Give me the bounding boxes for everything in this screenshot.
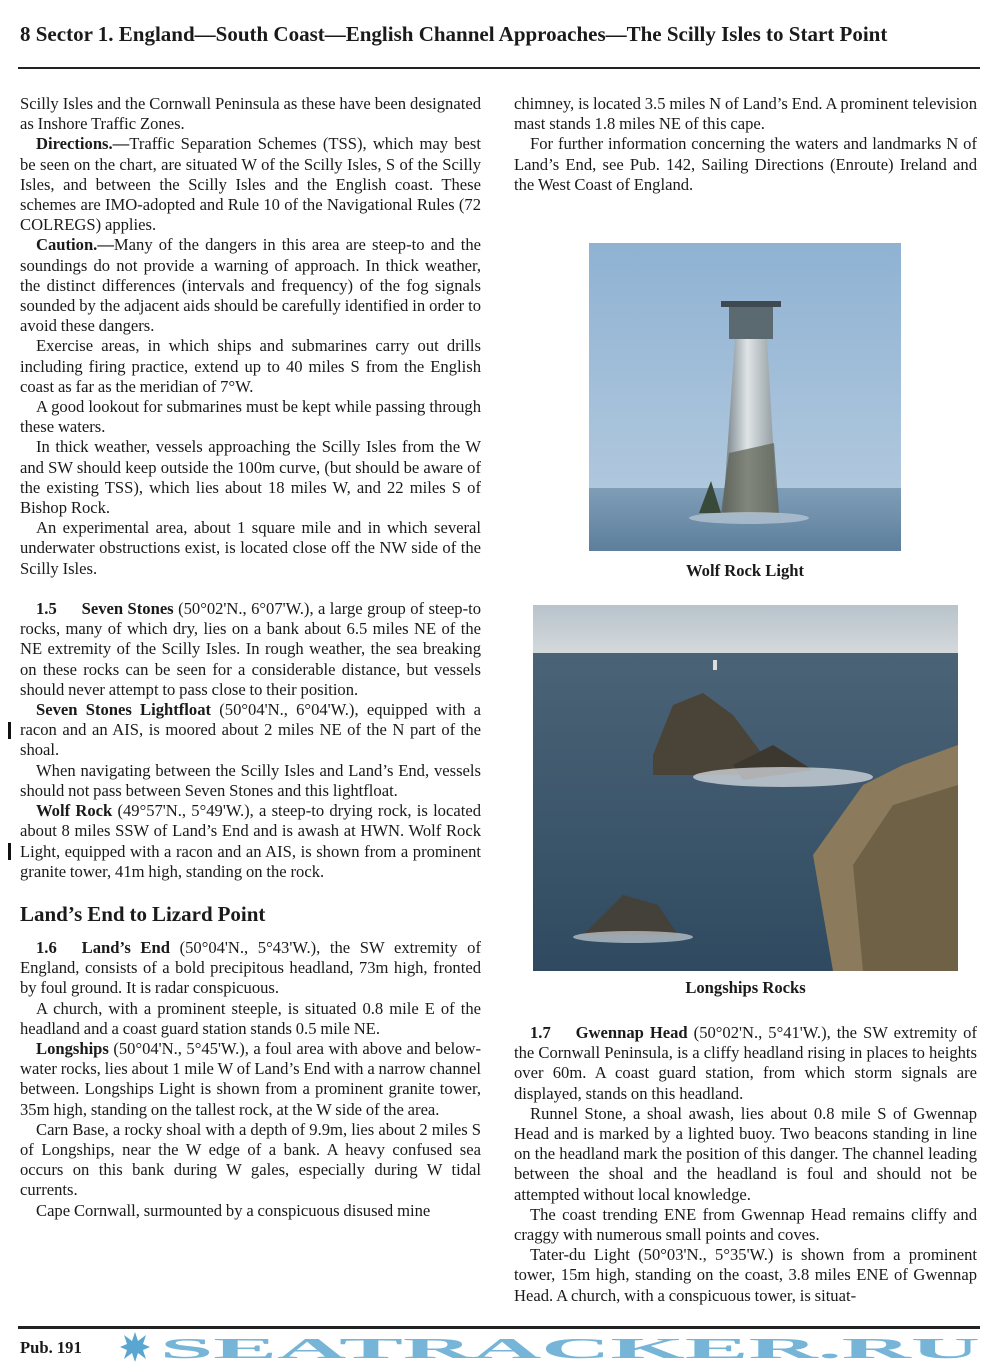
seatracker-watermark-logo	[120, 1332, 1000, 1362]
section-heading: Land’s End to Lizard Point	[20, 901, 266, 926]
figure-caption: Wolf Rock Light	[685, 561, 804, 580]
paragraph-text: (50°04'N., 6°04'W.), equipped with a racon and an AIS, is moored about 2 miles NE of the N part of the shoal.	[20, 700, 481, 760]
paragraph-text: A good lookout for submarines must be kept while passing through these waters.	[20, 397, 481, 437]
footer-rule	[18, 1326, 980, 1329]
paragraph	[514, 1023, 977, 1104]
figure-caption: Longships Rocks	[685, 978, 806, 997]
paragraph-text: (50°02'N., 6°07'W.), a large group of steep-to rocks, many of which dry, lies on a bank about 6.5 miles NE of the NE extremity of the Scilly Isles. In rough weather, the sea breaking on these rocks can be seen for a considerable distance, but vessels should never attempt to pass close to their position.	[20, 599, 482, 699]
paragraph	[20, 437, 481, 518]
paragraph-text: chimney, is located 3.5 miles N of Land’s End. A prominent television mast stands 1.8 miles NE of this cape.	[514, 94, 977, 134]
paragraph	[20, 94, 481, 134]
paragraph-text: A church, with a prominent steeple, is situated 0.8 mile E of the headland and a coast guard station stands 0.5 mile NE.	[20, 998, 481, 1038]
paragraph	[20, 700, 481, 761]
change-bar	[8, 722, 11, 739]
paragraph	[20, 134, 481, 235]
paragraph-text: For further information concerning the waters and landmarks N of Land’s End, see Pub. 142, Sailing Directions (Enroute) Ireland and the West Coast of England.	[514, 134, 977, 194]
paragraph	[514, 1245, 977, 1306]
paragraph	[20, 599, 481, 700]
paragraph	[20, 938, 481, 999]
paragraph	[20, 1201, 481, 1221]
paragraph	[514, 1205, 977, 1245]
paragraph-lead: Wolf Rock	[36, 801, 113, 821]
paragraph-lead: 1.7 Gwennap Head	[530, 1023, 688, 1042]
paragraph	[514, 94, 977, 134]
paragraph-text: Cape Cornwall, surmounted by a conspicuous disused mine	[36, 1200, 431, 1220]
right-column-top	[514, 94, 977, 195]
paragraph-text: (49°57'N., 5°49'W.), a steep-to drying rock, is located about 8 miles SSW of Land’s End and is awash at HWN. Wolf Rock Light, equipped with a racon and an AIS, is shown from a prominent granite tower, 41m high, standing on the rock.	[20, 801, 481, 881]
wolf-rock-light-photo	[589, 243, 901, 551]
paragraph-text: Tater-du Light (50°03'N., 5°35'W.) is shown from a prominent tower, 15m high, standing on the coast, 3.8 miles ENE of Gwennap Head. A church, with a conspicuous tower, is situat-	[514, 1245, 977, 1305]
right-column-bottom	[514, 1023, 977, 1306]
paragraph-text: Carn Base, a rocky shoal with a depth of 9.9m, lies about 2 miles S of Longships, near the W edge of a bank. A heavy confused sea occurs on this bank during W gales, especially during W tidal currents.	[20, 1119, 481, 1200]
paragraph-text: Scilly Isles and the Cornwall Peninsula as these have been designated as Inshore Traffic Zones.	[20, 94, 481, 134]
paragraph-lead: Caution.—	[36, 235, 114, 255]
header-rule	[18, 67, 980, 69]
paragraph-text: (50°02'N., 5°41'W.), the SW extremity of the Cornwall Peninsula, is a cliffy headland rising in places to heights over 60m. A coast guard station, from which storm signals are displayed, stands on this headland.	[514, 1023, 977, 1103]
paragraph	[20, 397, 481, 437]
paragraph-text: An experimental area, about 1 square mile and in which several underwater obstructions exist, is located close off the NW side of the Scilly Isles.	[20, 518, 481, 578]
paragraph	[20, 1039, 481, 1120]
paragraph-text: (50°04'N., 5°45'W.), a foul area with above and below-water rocks, lies about 1 mile W of Land’s End with a narrow channel between. Longships Light is shown from a prominent granite tower, 35m high, standing on the tallest rock, at the W side of the area.	[20, 1038, 481, 1119]
paragraph-lead: Longships	[36, 1038, 109, 1058]
longships-rocks-photo	[533, 605, 958, 971]
paragraph-text: Traffic Separation Schemes (TSS), which may best be seen on the chart, are situated W of the Scilly Isles, S of the Scilly Isles, and between the Scilly Isles and the English coast. These schemes are IMO-adopted and Rule 10 of the Navigational Rules (72 COLREGS) applies.	[20, 134, 481, 235]
paragraph-lead: 1.6 Land’s End	[36, 937, 170, 957]
paragraph-text: (50°04'N., 5°43'W.), the SW extremity of England, consists of a bold precipitous headland, 73m high, fronted by foul ground. It is radar conspicuous.	[20, 937, 481, 998]
paragraph	[20, 518, 481, 579]
paragraph	[20, 235, 481, 336]
page-header: 8 Sector 1. England—South Coast—English Channel Approaches—The Scilly Isles to Start Point	[20, 22, 888, 46]
paragraph	[20, 801, 481, 882]
paragraph	[20, 336, 481, 397]
paragraph-text: In thick weather, vessels approaching the Scilly Isles from the W and SW should keep outside the 100m curve, (but should be aware of the existing TSS), which lies about 18 miles W, and 22 miles S of Bishop Rock.	[20, 437, 481, 518]
paragraph	[514, 134, 977, 195]
paragraph-text: When navigating between the Scilly Isles and Land’s End, vessels should not pass between Seven Stones and this lightfloat.	[20, 760, 481, 800]
paragraph-lead: Directions.—	[36, 134, 130, 154]
change-bar	[8, 843, 11, 860]
paragraph-text: The coast trending ENE from Gwennap Head remains cliffy and craggy with numerous small points and coves.	[514, 1204, 977, 1245]
paragraph-lead: 1.5 Seven Stones	[36, 599, 174, 619]
left-column	[20, 94, 481, 1221]
paragraph-text: Runnel Stone, a shoal awash, lies about 0.8 mile S of Gwennap Head and is marked by a lighted buoy. Two beacons standing in line on the headland mark the position of this danger. The channel leading between the shoal and the headland is foul and should not be attempted without local knowledge.	[514, 1103, 977, 1204]
pub-number: Pub. 191	[20, 1338, 82, 1357]
svg-text:SEATRACKER.RU: SEATRACKER.RU	[160, 1334, 980, 1362]
paragraph	[20, 761, 481, 801]
paragraph	[20, 999, 481, 1039]
paragraph-text: Exercise areas, in which ships and submarines carry out drills including firing practice, extend up to 40 miles S from the English coast as far as the meridian of 7°W.	[20, 336, 481, 396]
paragraph-text: Many of the dangers in this area are steep-to and the soundings do not provide a warning of approach. In thick weather, the distinct differences (intervals and frequency) of the fog signals sounded by the adjacent aids should be carefully identified in order to avoid these dangers.	[20, 235, 481, 336]
paragraph	[514, 1104, 977, 1205]
paragraph	[20, 1120, 481, 1201]
paragraph-lead: Seven Stones Lightfloat	[36, 700, 212, 720]
